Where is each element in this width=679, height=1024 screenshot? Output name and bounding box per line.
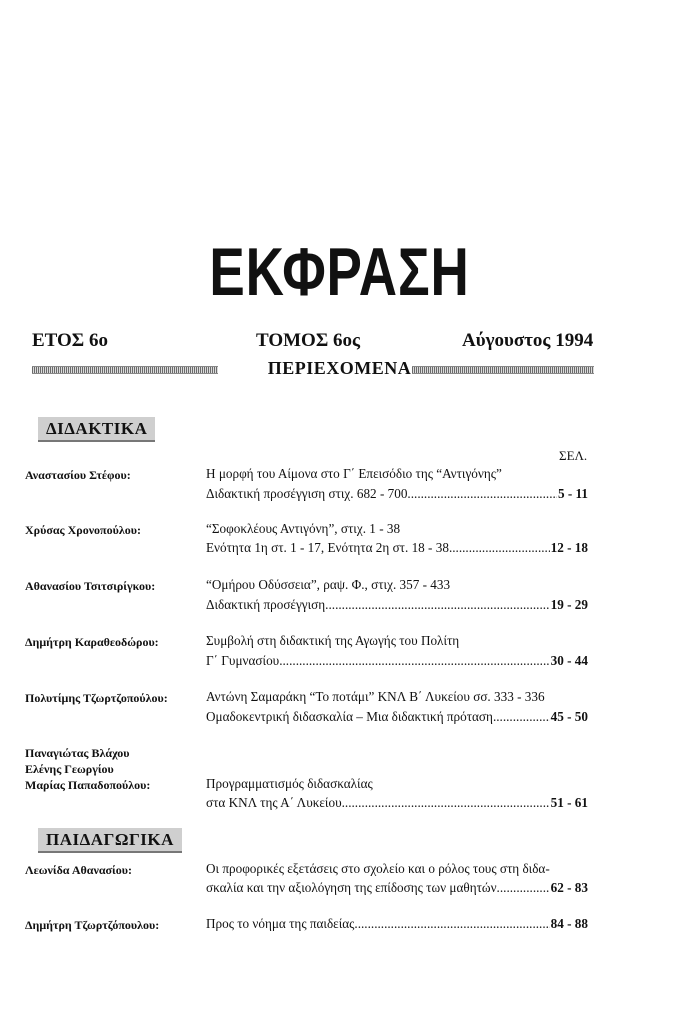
entry-pages: 19 - 29 — [550, 597, 588, 612]
entry-pages: 84 - 88 — [550, 916, 588, 931]
entry-pages: 51 - 61 — [550, 795, 588, 810]
entry-title-line: στα ΚΝΛ της Α΄ Λυκείου ..... 51 - 61 — [206, 794, 588, 812]
leader-dots — [325, 596, 549, 614]
entry-title-line: Συμβολή στη διδακτική της Αγωγής του Πολίτη — [206, 633, 460, 648]
leader-dots — [354, 915, 549, 933]
date-label: Αύγουστος 1994 — [462, 330, 594, 351]
page-column-label: ΣΕΛ. — [559, 448, 588, 463]
entry-pages: 62 - 83 — [550, 880, 588, 895]
entry-pages: 12 - 18 — [550, 540, 588, 555]
entry-author: Δημήτρη Τζωρτζόπουλου: — [25, 918, 160, 932]
entry-author: Πολυτίμης Τζωρτζοπούλου: — [25, 691, 168, 705]
entry-title-line: σκαλία και την αξιολόγηση της επίδοσης των μαθητών ..... 62 - 83 — [206, 879, 588, 897]
entry-author: Δημήτρη Καραθεοδώρου: — [25, 635, 159, 649]
entry-pages: 30 - 44 — [550, 653, 588, 668]
entry-pages: 45 - 50 — [550, 709, 588, 724]
entry-author: Μαρίας Παπαδοπούλου: — [25, 778, 151, 792]
leader-dots — [279, 652, 549, 670]
entry-title-line: “Σοφοκλέους Αντιγόνη”, στιχ. 1 - 38 — [206, 521, 401, 536]
entry-author: Ελένης Γεωργίου — [25, 762, 114, 776]
leader-dots — [493, 708, 550, 726]
leader-dots — [411, 485, 557, 503]
entry-author: Αναστασίου Στέφου: — [25, 468, 131, 482]
entry-author: Λεωνίδα Αθανασίου: — [25, 863, 133, 877]
entry-author: Παναγιώτας Βλάχου — [25, 746, 130, 760]
leader-dots — [497, 879, 550, 897]
volume-label: ΤΟΜΟΣ 6ος — [256, 330, 361, 351]
entry-author: Αθανασίου Τσιτσιρίγκου: — [25, 579, 156, 593]
entry-title-line: Προγραμματισμός διδασκαλίας — [206, 776, 373, 791]
entry-title-line: Αντώνη Σαμαράκη “Το ποτάμι” ΚΝΛ Β΄ Λυκείου σσ. 333 - 336 — [206, 689, 545, 704]
right-rule — [412, 366, 594, 374]
entry-title-line: Γ΄ Γυμνασίου ..... 30 - 44 — [206, 652, 588, 670]
entry-title-line: Οι προφορικές εξετάσεις στο σχολείο και ο ρόλος τους στη διδα- — [206, 861, 550, 876]
contents-label: ΠΕΡΙΕΧΟΜΕΝΑ — [267, 358, 412, 378]
section-heading-paidagogika: ΠΑΙΔΑΓΩΓΙΚΑ — [38, 828, 182, 853]
year-label: ΕΤΟΣ 6ο — [32, 330, 108, 351]
entry-title-line: Διδακτική προσέγγιση στιχ. 682 - 700. ..... 5 - 11 — [206, 485, 588, 503]
entry-title-line: Διδακτική προσέγγιση ..... 19 - 29 — [206, 596, 588, 614]
entry-title-line: Η μορφή του Αίμονα στο Γ΄ Επεισόδιο της “Αντιγόνης” — [206, 466, 502, 481]
entry-title-line: Ομαδοκεντρική διδασκαλία – Μια διδακτική πρόταση ..... 45 - 50 — [206, 708, 588, 726]
leader-dots — [342, 794, 550, 812]
entry-pages: 5 - 11 — [557, 486, 588, 501]
entry-author: Χρύσας Χρονοπούλου: — [25, 523, 141, 537]
entry-title-line: Ενότητα 1η στ. 1 - 17, Ενότητα 2η στ. 18 - 38 ..... 12 - 18 — [206, 539, 588, 557]
entry-title-line: “Ομήρου Οδύσσεια”, ραψ. Φ., στιχ. 357 - 433 — [206, 577, 451, 592]
leader-dots — [449, 539, 550, 557]
entry-title-line: Προς το νόημα της παιδείας ..... 84 - 88 — [206, 915, 588, 933]
section-heading-didaktika: ΔΙΔΑΚΤΙΚΑ — [38, 417, 155, 442]
journal-title: ΕΚΦΡΑΣΗ — [209, 234, 470, 310]
